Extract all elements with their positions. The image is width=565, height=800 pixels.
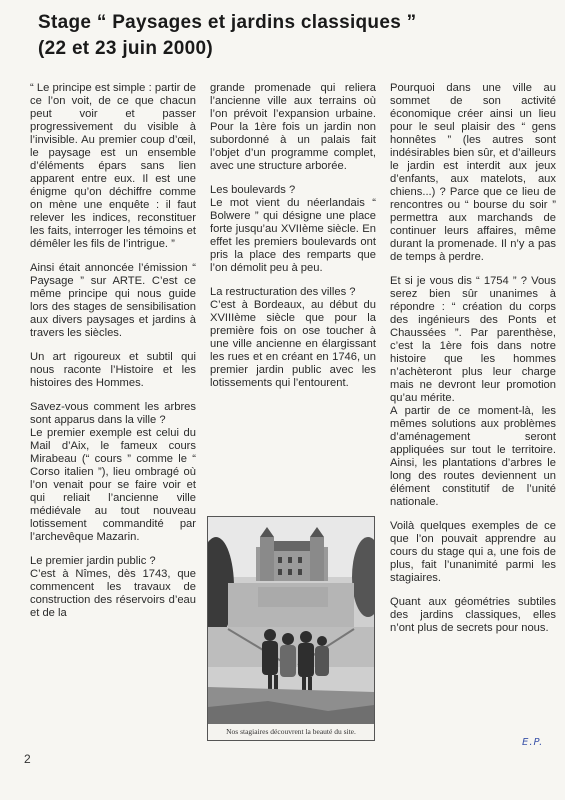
article-title [38, 10, 538, 62]
paragraph: grande promenade qui reliera l’ancienne ville aux terrains où l’on prévoit l’expansion urbaine. Pour la 1ère fois un jardin non subordonné à un palais fait l’objet d’un programme complet, avec une structure arborée. [210, 82, 376, 172]
column-3 [390, 82, 556, 646]
paragraph: Un art rigoureux et subtil qui nous raconte l’Histoire et les histoires des Hommes. [30, 351, 196, 389]
author-initials: E.P. [522, 737, 544, 748]
page-number: 2 [24, 752, 31, 766]
column-1 [30, 82, 196, 631]
title-line-2: (22 et 23 juin 2000) [38, 38, 213, 59]
photo-caption: Nos stagiaires découvrent la beauté du site. [207, 724, 375, 741]
paragraph: Quant aux géométries subtiles des jardins classiques, elles n’ont plus de secrets pour nous. [390, 596, 556, 634]
paragraph: Les boulevards ? Le mot vient du néerlandais “ Bolwere ” qui désigne une place forte jusqu’au XVIIème siècle. En effet les premiers boulevards ont pris la place des remparts que l’on démolit peu à peu. [210, 184, 376, 274]
paragraph: Savez-vous comment les arbres sont apparus dans la ville ? Le premier exemple est celui du Mail d’Aix, le fameux cours Mirabeau (“ cours ” comme le “ Corso italien ”), lieu ombragé où l’on venait pour se faire voir et qui reliait l’ancienne ville médiévale au tout nouveau lotissement commandité par l’archevêque Mazarin. [30, 401, 196, 543]
paragraph: Pourquoi dans une ville au sommet de son activité économique créer ainsi un lieu pour le seul plaisir des “ gens honnêtes ” (les autres sont indésirables bien sûr, et d’ailleurs le jardin est interdit aux jeux d’enfants, aux matelots, aux chiens...) ? Parce que ce lieu de rencontres ou “ bourse du soir ” permettra aux marchands de continuer leurs affaires, même durant la promenade. Il n’y a pas de temps à perdre. [390, 82, 556, 263]
column-2 [210, 82, 376, 401]
paragraph: Et si je vous dis “ 1754 ” ? Vous serez bien sûr unanimes à répondre : “ création du corps des ingénieurs des Ponts et Chaussées ”. Par parenthèse, c’est la 1ère fois dans notre histoire que les hommes n’achèteront plus leur charge mais ne devront leur promotion qu’au mérite. A partir de ce moment-là, les mêmes solutions aux problèmes d’aménagement seront appliquées sur tout le territoire. Ainsi, les plantations d’arbres le long des routes deviennent un élément constitutif de l’unité nationale. [390, 275, 556, 508]
paragraph: Ainsi était annoncée l’émission “ Paysage ” sur ARTE. C’est ce même principe qui nous guide lors des stages de sensibilisation aux divers paysages et jardins à travers les siècles. [30, 262, 196, 339]
paragraph: Voilà quelques exemples de ce que l’on pouvait apprendre au cours du stage qui a, une fois de plus, fait l’unanimité parmi les stagiaires. [390, 520, 556, 584]
paragraph: Le premier jardin public ? C’est à Nîmes, dès 1743, que commencent les travaux de construction des réservoirs d’eau et de la [30, 555, 196, 619]
title-line-1: Stage “ Paysages et jardins classiques ” [38, 12, 417, 33]
paragraph: “ Le principe est simple : partir de ce l’on voit, de ce que chacun peut voir et passer progressivement du visible à l’invisible. Au premier coup d’œil, le paysage est un ensemble d’éléments épars sans lien apparent entre eux. Il est une énigme qu’on déchiffre comme on mène une enquête : il faut relever les indices, reconstituer les faits, interroger les témoins et démêler les fils de l’intrigue. ” [30, 82, 196, 250]
photo-illustration [208, 517, 374, 725]
photo [207, 516, 375, 726]
paragraph: La restructuration des villes ? C’est à Bordeaux, au début du XVIIIème siècle que pour la première fois on ose toucher à une ville ancienne en élargissant les rues et en créant en 1746, un premier jardin public avec les lotissements qui l’entourent. [210, 286, 376, 389]
